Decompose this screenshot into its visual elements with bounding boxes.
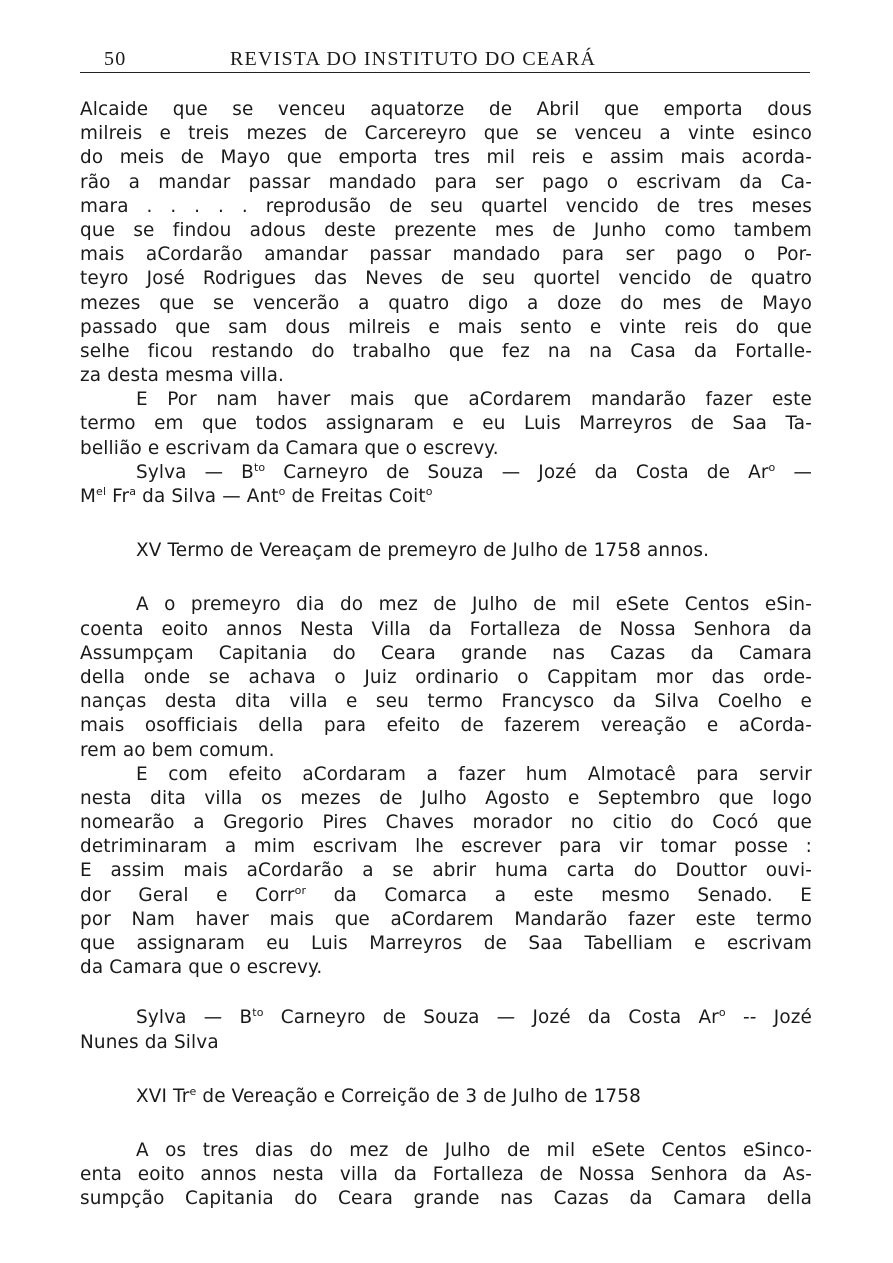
section-heading-xvi: XVI Tr$^e$ de Vereação e Correição de 3 de Julho de 1758: [136, 1084, 641, 1107]
section-heading-xv: XV Termo de Vereaçam de premeyro de Julho de 1758 annos.: [136, 540, 710, 562]
text-line: mezes que se vencerão a quatro digo a doze do mes de Mayo: [80, 292, 812, 314]
text-line: detriminaram a mim escrivam lhe escrever para vir tomar posse :: [80, 836, 812, 858]
running-header: [80, 46, 810, 73]
text-line: Assumpçam Capitania do Ceara grande nas Cazas da Camara: [80, 642, 812, 664]
text-line: Alcaide que se venceu aquatorze de Abril que emporta dous: [80, 99, 812, 120]
text-line: mais aCordarão amandar passar mandado para ser pago o Por-: [80, 244, 812, 266]
paragraph-xv-decision: [80, 763, 812, 981]
text-line: rão a mandar passar mandado para ser pago o escrivam da Ca-: [80, 171, 812, 193]
text-line: coenta eoito annos Nesta Villa da Fortalleza de Nossa Senhora da: [80, 618, 812, 640]
signature-line: Sylva — $B^{to}$ Carneyro de Souza — Jozé da Costa de Ar$^o$ —: [136, 460, 812, 483]
text-line: mara . . . . . reprodusão de seu quartel vencido de tres meses: [80, 195, 812, 217]
text-line: za desta mesma villa.: [80, 365, 284, 387]
paragraph-xv-opening: [80, 593, 812, 762]
text-line: A o premeyro dia do mez de Julho de mil eSete Centos eSin-: [136, 594, 812, 616]
text-line: bellião e escrivam da Camara que o escrevy.: [80, 437, 499, 459]
text-line: dor Geral e Corr$^{or}$ da Comarca a este mesmo Senado. E: [80, 883, 812, 906]
paragraph-continuation: [80, 98, 812, 388]
document-body: [80, 98, 812, 1212]
text-line: por Nam haver mais que aCordarem Mandarão fazer este termo: [80, 908, 812, 930]
text-line: nanças desta dita villa e seu termo Francysco da Silva Coelho e: [80, 691, 812, 713]
text-line: mais osofficiais della para efeito de fazerem vereação e aCorda-: [80, 715, 812, 737]
signature-line: $M^{el}$ Fr$^a$ da Silva — Ant$^o$ de Freitas Coit$^o$: [80, 485, 433, 507]
text-line: E assim mais aCordarão a se abrir huma carta do Douttor ouvi-: [80, 860, 812, 882]
signature-line: Nunes da Silva: [80, 1031, 219, 1053]
text-line: passado que sam dous milreis e mais sento e vinte reis do que: [80, 316, 812, 338]
text-line: rem ao bem comum.: [80, 739, 275, 761]
text-line: nesta dita villa os mezes de Julho Agosto e Septembro que logo: [80, 787, 812, 809]
page-number: 50: [104, 48, 127, 70]
text-line: della onde se achava o Juiz ordinario o Cappitam mor das orde-: [80, 666, 812, 688]
text-line: selhe ficou restando do trabalho que fez na na Casa da Fortalle-: [80, 340, 812, 362]
text-line: enta eoito annos nesta villa da Fortalleza de Nossa Senhora da As-: [80, 1164, 812, 1186]
paragraph-xvi-opening: [80, 1139, 812, 1212]
journal-title: REVISTA DO INSTITUTO DO CEARÁ: [230, 48, 597, 70]
text-line: milreis e treis mezes de Carcereyro que se venceu a vinte esinco: [80, 123, 812, 145]
text-line: que se findou adous deste prezente mes de Junho como tambem: [80, 219, 812, 241]
text-line: E Por nam haver mais que aCordarem mandarão fazer este: [136, 389, 812, 411]
text-line: A os tres dias do mez de Julho de mil eSete Centos eSinco-: [136, 1139, 812, 1161]
signature-line: Sylva — $B^{to}$ Carneyro de Souza — Jozé da Costa Ar$^o$ -- Jozé: [136, 1006, 812, 1029]
text-line: do meis de Mayo que emporta tres mil reis e assim mais acorda-: [80, 147, 812, 169]
signatures-block: [80, 461, 812, 509]
text-line: da Camara que o escrevy.: [80, 957, 323, 979]
text-line: teyro José Rodrigues das Neves de seu quortel vencido de quatro: [80, 268, 812, 290]
signatures-block: [80, 1006, 812, 1054]
paragraph-closing: [80, 388, 812, 461]
text-line: sumpção Capitania do Ceara grande nas Cazas da Camara della: [80, 1188, 812, 1210]
text-line: que assignaram eu Luis Marreyros de Saa Tabelliam e escrivam: [80, 933, 812, 954]
text-line: nomearão a Gregorio Pires Chaves morador no citio do Cocó que: [80, 812, 812, 834]
text-line: termo em que todos assignaram e eu Luis Marreyros de Saa Ta-: [80, 413, 812, 435]
text-line: E com efeito aCordaram a fazer hum Almotacê para servir: [136, 763, 812, 785]
